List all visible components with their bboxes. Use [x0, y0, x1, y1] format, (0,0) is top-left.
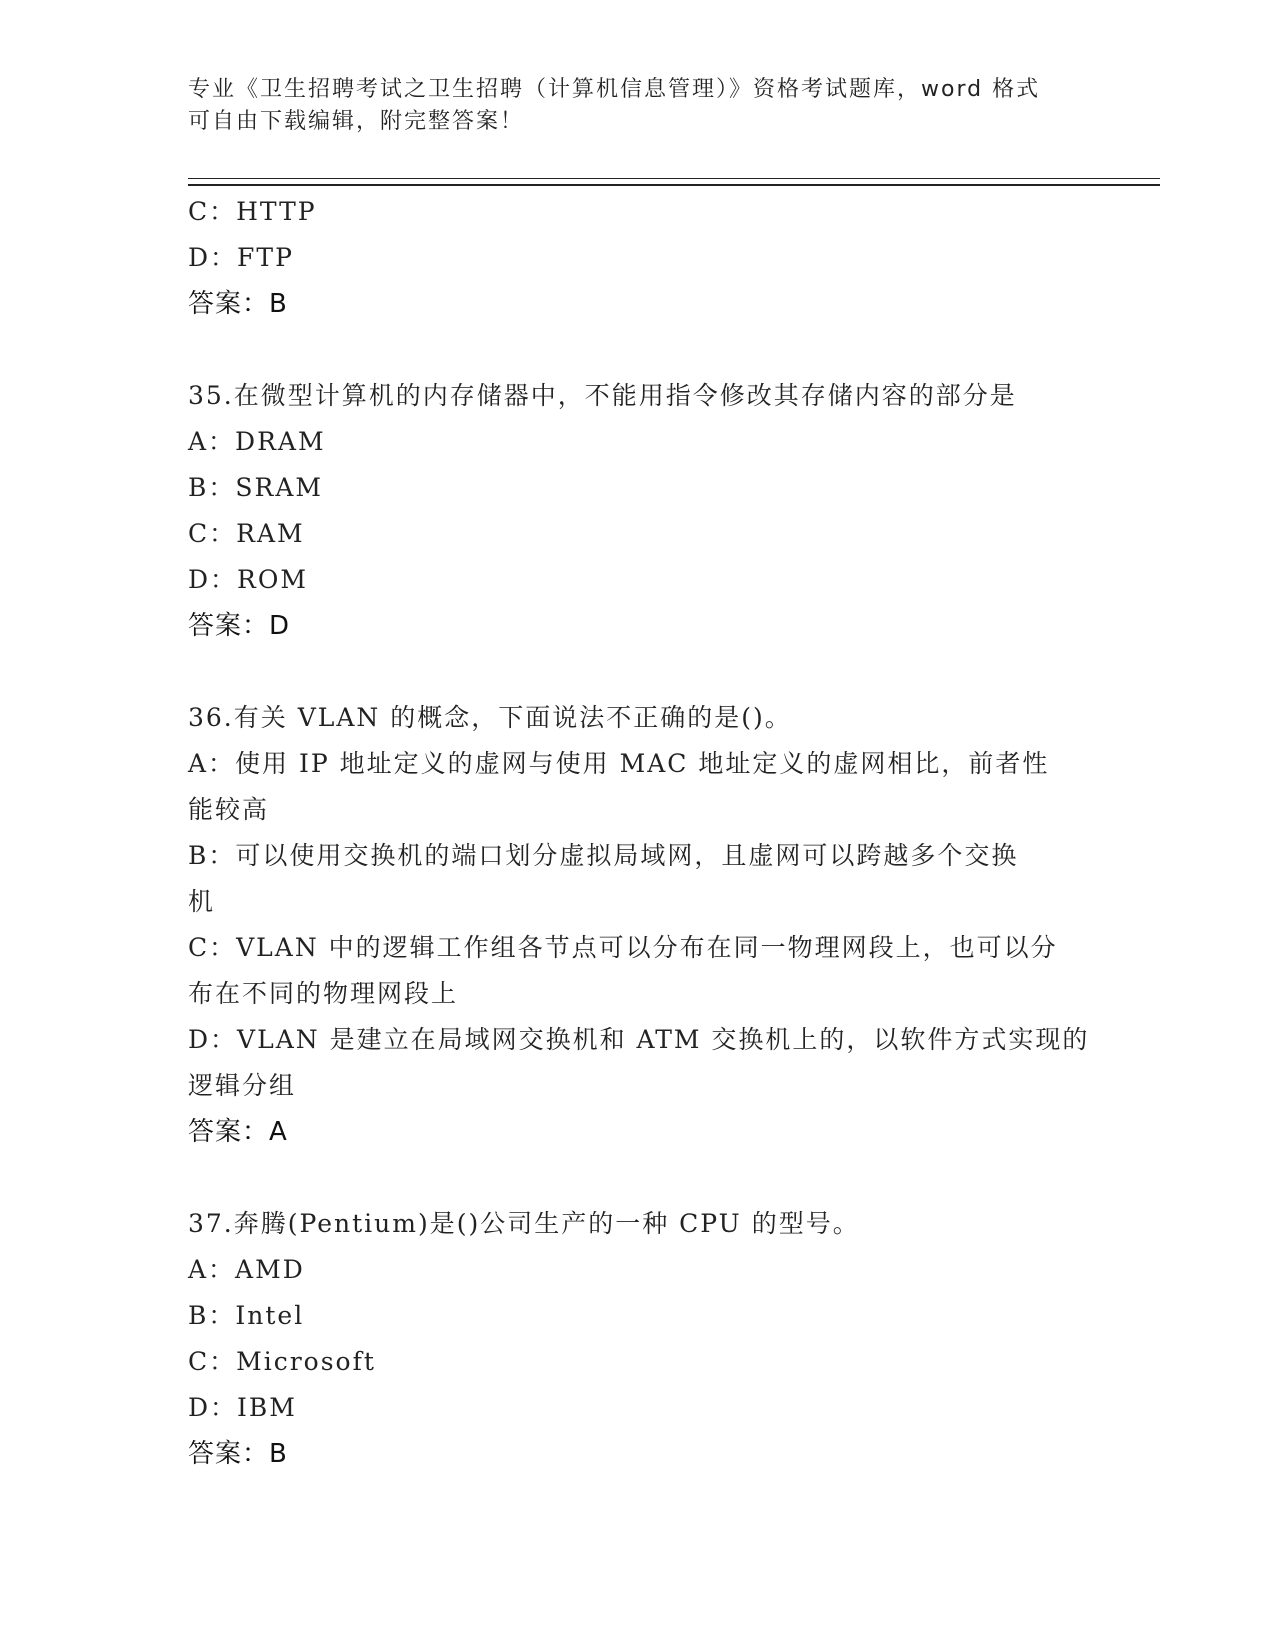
- question-35: [188, 373, 1088, 649]
- answer-label: 答案：A: [188, 1117, 288, 1147]
- question-text: 36.有关 VLAN 的概念，下面说法不正确的是()。: [188, 703, 792, 732]
- question-34-continued: [188, 189, 1088, 327]
- question-36: [188, 695, 1088, 1155]
- option-a: A：AMD: [188, 1255, 305, 1284]
- option-a: A：DRAM: [188, 427, 326, 456]
- option-c: C：VLAN 中的逻辑工作组各节点可以分布在同一物理网段上，也可以分: [188, 933, 1058, 962]
- option-c-continued: 布在不同的物理网段上: [188, 979, 459, 1008]
- option-d: D：FTP: [188, 243, 294, 272]
- document-header: [188, 74, 1088, 138]
- question-spacer: [188, 1155, 1088, 1201]
- question-spacer: [188, 327, 1088, 373]
- question-37: [188, 1201, 1088, 1477]
- question-text: 37.奔腾(Pentium)是()公司生产的一种 CPU 的型号。: [188, 1209, 860, 1238]
- answer-label: 答案：B: [188, 1439, 288, 1469]
- question-text: 35.在微型计算机的内存储器中，不能用指令修改其存储内容的部分是: [188, 381, 1017, 410]
- option-b: B：可以使用交换机的端口划分虚拟局域网，且虚网可以跨越多个交换: [188, 841, 1019, 870]
- option-a-continued: 能较高: [188, 795, 270, 824]
- option-d: D：IBM: [188, 1393, 297, 1422]
- header-title-line-2: 可自由下载编辑，附完整答案！: [188, 109, 525, 134]
- answer-label: 答案：D: [188, 611, 291, 641]
- option-b: B：SRAM: [188, 473, 323, 502]
- question-list: [188, 189, 1088, 1477]
- option-c: C：HTTP: [188, 197, 317, 226]
- option-d: D：VLAN 是建立在局域网交换机和 ATM 交换机上的，以软件方式实现的: [188, 1025, 1090, 1054]
- option-b-continued: 机: [188, 887, 216, 916]
- option-a: A：使用 IP 地址定义的虚网与使用 MAC 地址定义的虚网相比，前者性: [188, 749, 1050, 778]
- header-title-line-1: 专业《卫生招聘考试之卫生招聘（计算机信息管理）》资格考试题库，word 格式: [188, 77, 1041, 102]
- option-c: C：Microsoft: [188, 1347, 376, 1376]
- option-b: B：Intel: [188, 1301, 305, 1330]
- option-d-continued: 逻辑分组: [188, 1071, 297, 1100]
- question-spacer: [188, 649, 1088, 695]
- option-d: D：ROM: [188, 565, 308, 594]
- answer-label: 答案：B: [188, 289, 288, 319]
- option-c: C：RAM: [188, 519, 305, 548]
- header-divider: [188, 178, 1160, 186]
